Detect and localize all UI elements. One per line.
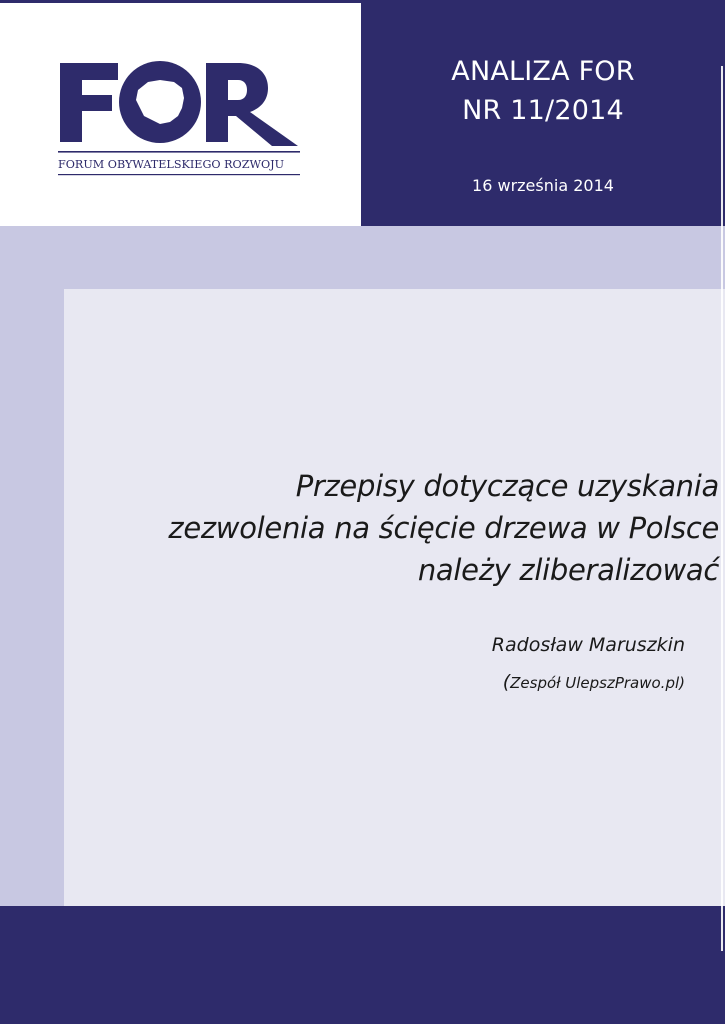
series-title <box>361 52 725 130</box>
content-card <box>64 289 725 906</box>
series-line-1: ANALIZA FOR <box>451 56 635 87</box>
right-edge-line <box>721 66 723 951</box>
document-title <box>99 465 719 591</box>
title-line-3: należy zliberalizować <box>417 553 719 587</box>
for-logo <box>56 58 306 183</box>
header-panel <box>361 0 725 226</box>
title-line-2: zezwolenia na ścięcie drzewa w Polsce <box>168 511 719 545</box>
author-name: Radosław Maruszkin <box>491 634 685 656</box>
publication-date: 16 września 2014 <box>472 176 614 195</box>
affiliation-text: Zespół UlepszPrawo.pl) <box>510 674 685 692</box>
author-affiliation <box>503 671 685 693</box>
svg-text:FORUM OBYWATELSKIEGO ROZWOJU: FORUM OBYWATELSKIEGO ROZWOJU <box>58 158 285 171</box>
affiliation-open-paren: ( <box>502 671 511 693</box>
series-line-2: NR 11/2014 <box>462 95 624 126</box>
logo-panel <box>0 3 361 226</box>
bottom-band <box>0 906 725 1024</box>
title-line-1: Przepisy dotyczące uzyskania <box>295 469 719 503</box>
